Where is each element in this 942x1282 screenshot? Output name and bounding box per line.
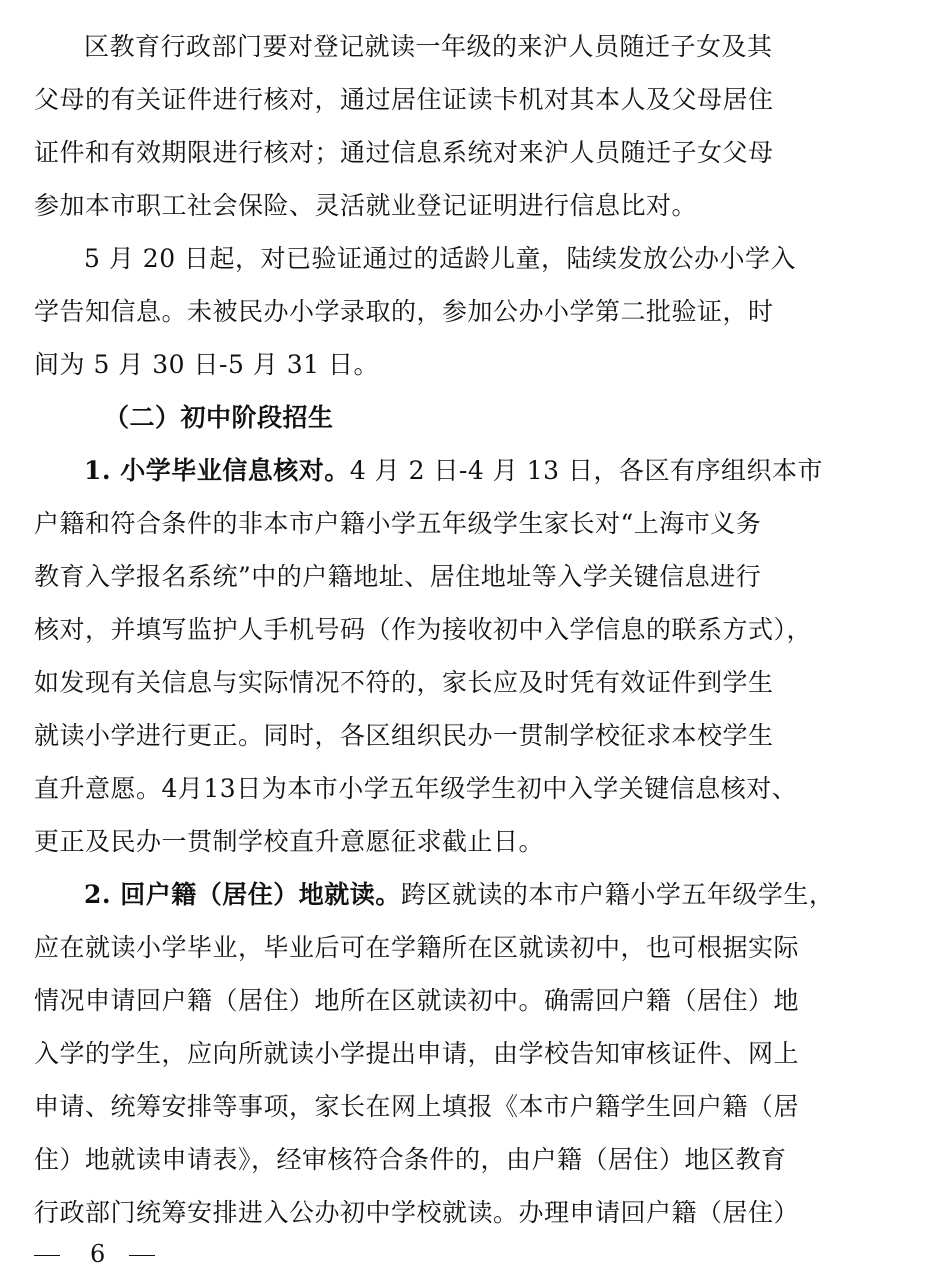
page-number: 6	[90, 1240, 106, 1268]
paragraph-line: 更正及民办一贯制学校直升意愿征求截止日。	[34, 827, 545, 856]
item-heading-2: 2. 回户籍（居住）地就读。	[84, 880, 401, 909]
section-heading: （二）初中阶段招生	[104, 403, 334, 432]
paragraph-line: 就读小学进行更正。同时，各区组织民办一贯制学校征求本校学生	[34, 721, 774, 750]
item-text: 跨区就读的本市户籍小学五年级学生，	[400, 880, 835, 909]
paragraph-line: 参加本市职工社会保险、灵活就业登记证明进行信息比对。	[34, 191, 698, 220]
item-heading-1: 1. 小学毕业信息核对。	[84, 456, 350, 485]
paragraph-line: 住）地就读申请表》，经审核符合条件的，由户籍（居住）地区教育	[34, 1145, 787, 1174]
paragraph-line: 直升意愿。4月13日为本市小学五年级学生初中入学关键信息核对、	[34, 774, 798, 803]
paragraph-line: 情况申请回户籍（居住）地所在区就读初中。确需回户籍（居住）地	[34, 986, 800, 1015]
paragraph-line: 应在就读小学毕业，毕业后可在学籍所在区就读初中，也可根据实际	[34, 933, 800, 962]
paragraph-line: 行政部门统筹安排进入公办初中学校就读。办理申请回户籍（居住）	[34, 1198, 800, 1227]
paragraph-line: 教育入学报名系统”中的户籍地址、居住地址等入学关键信息进行	[34, 562, 762, 591]
paragraph-line: 入学的学生，应向所就读小学提出申请，由学校告知审核证件、网上	[34, 1039, 800, 1068]
footer-dash-right	[129, 1255, 155, 1256]
footer-dash-left	[34, 1255, 60, 1256]
paragraph-line: 父母的有关证件进行核对，通过居住证读卡机对其本人及父母居住	[34, 85, 774, 114]
paragraph-line: 核对，并填写监护人手机号码（作为接收初中入学信息的联系方式），	[34, 615, 813, 644]
paragraph-line: 间为 5 月 30 日-5 月 31 日。	[34, 350, 380, 379]
page-footer	[34, 1236, 155, 1272]
paragraph-line: 区教育行政部门要对登记就读一年级的来沪人员随迁子女及其	[84, 32, 773, 61]
paragraph-line: 申请、统筹安排等事项，家长在网上填报《本市户籍学生回户籍（居	[34, 1092, 800, 1121]
paragraph-line	[84, 451, 856, 491]
paragraph-line: 学告知信息。未被民办小学录取的，参加公办小学第二批验证，时	[34, 297, 774, 326]
paragraph-line: 户籍和符合条件的非本市户籍小学五年级学生家长对“上海市义务	[34, 509, 762, 538]
paragraph-line: 5 月 20 日起，对已验证通过的适龄儿童，陆续发放公办小学入	[84, 244, 797, 273]
paragraph-line	[84, 875, 856, 915]
paragraph-line: 证件和有效期限进行核对；通过信息系统对来沪人员随迁子女父母	[34, 138, 774, 167]
item-text: 4 月 2 日-4 月 13 日，各区有序组织本市	[349, 456, 823, 485]
paragraph-line: 如发现有关信息与实际情况不符的，家长应及时凭有效证件到学生	[34, 668, 774, 697]
